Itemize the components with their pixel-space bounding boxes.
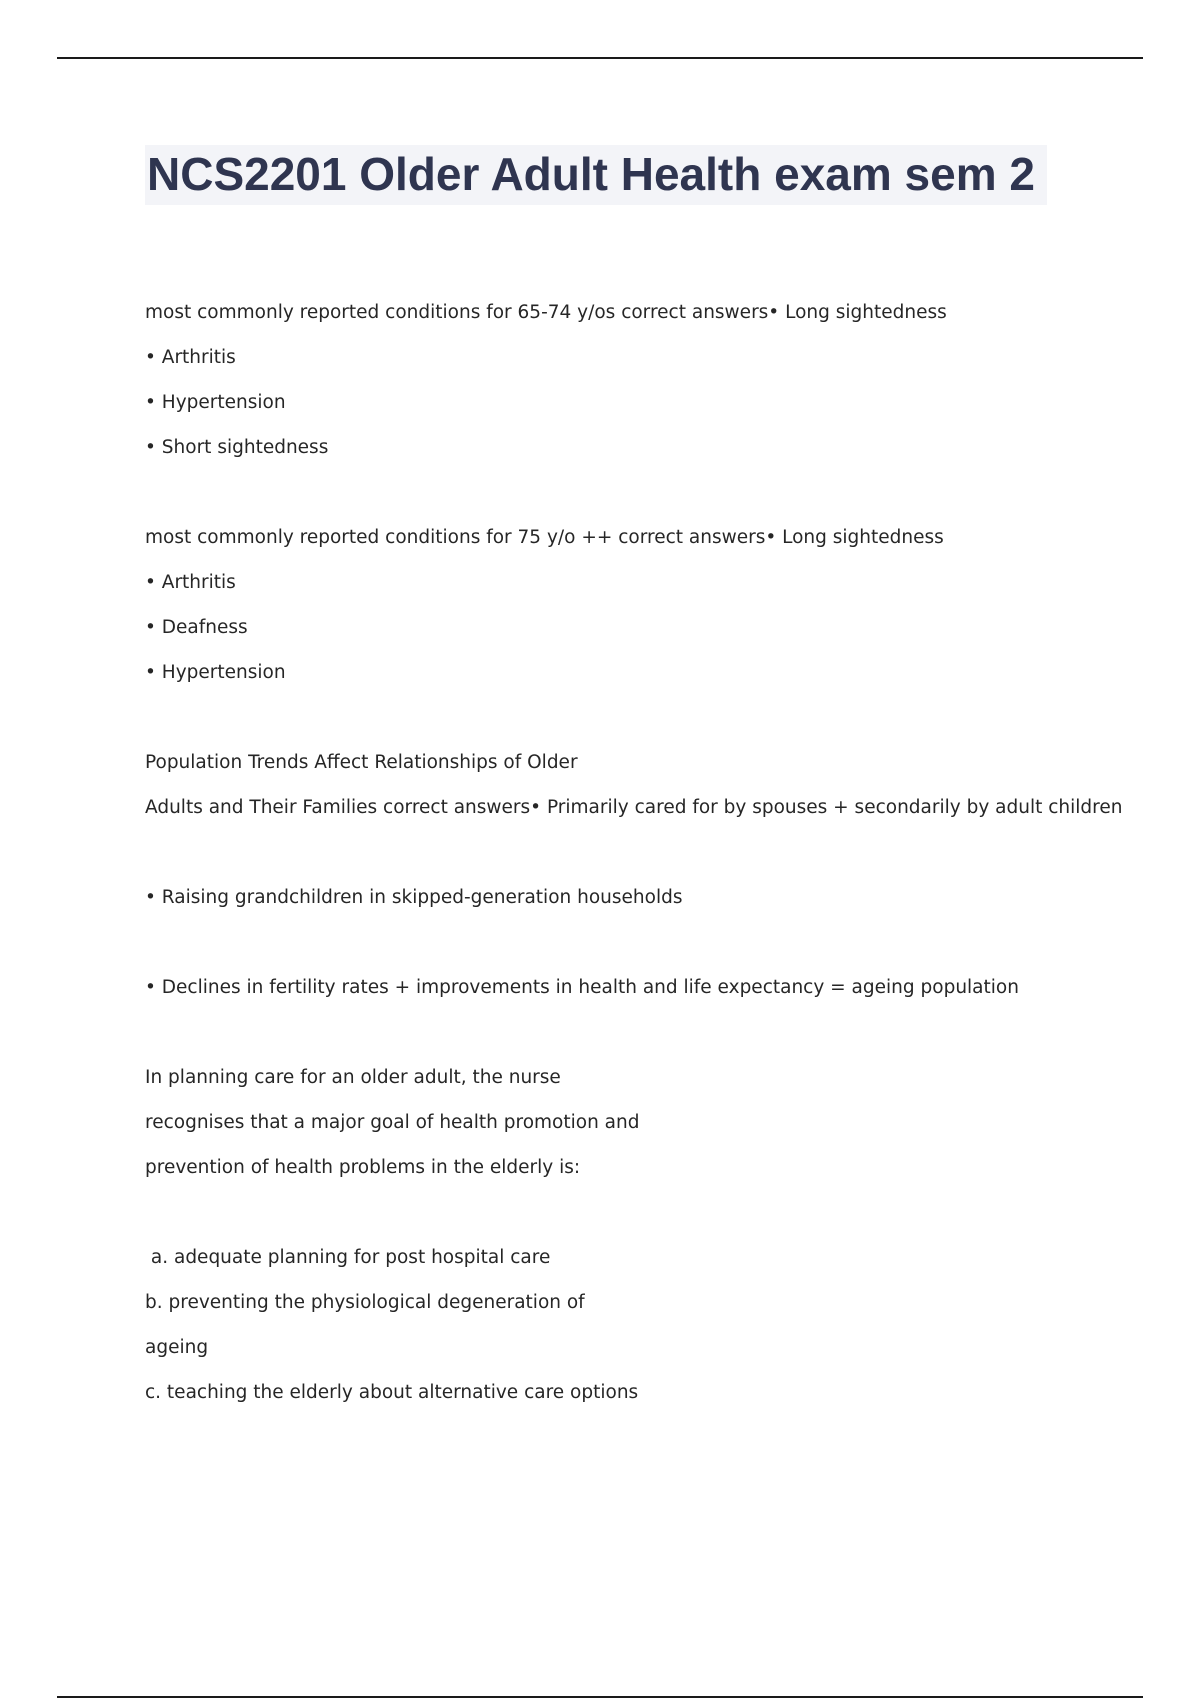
question-line: prevention of health problems in the elderly is: [145,1157,581,1178]
question-line: Population Trends Affect Relationships of Older [145,752,578,773]
qa-block [145,1055,1155,1190]
block-spacer [145,1190,1155,1235]
option-b-continued: ageing [145,1337,209,1358]
question-line: recognises that a major goal of health promotion and [145,1112,640,1133]
block-spacer [145,920,1155,965]
question-line: In planning care for an older adult, the nurse [145,1067,561,1088]
answer-line: • Deafness [145,617,248,638]
document-body [145,290,1155,1415]
answer-line: • Arthritis [145,347,236,368]
question-line: most commonly reported conditions for 75 y/o ++ correct answers• Long sightedness [145,527,944,548]
block-spacer [145,470,1155,515]
top-rule [57,57,1143,59]
answer-line: • Raising grandchildren in skipped-generation households [145,887,683,908]
answer-line: • Hypertension [145,662,286,683]
option-c: c. teaching the elderly about alternative care options [145,1382,639,1403]
block-spacer [145,830,1155,875]
qa-block [145,875,1155,920]
question-line: most commonly reported conditions for 65-74 y/os correct answers• Long sightedness [145,302,947,323]
answer-line: • Hypertension [145,392,286,413]
qa-block [145,965,1155,1010]
answer-line: • Declines in fertility rates + improvements in health and life expectancy = ageing population [145,977,1019,998]
option-b: b. preventing the physiological degeneration of [145,1292,585,1313]
option-a: a. adequate planning for post hospital care [145,1247,551,1268]
document-title: NCS2201 Older Adult Health exam sem 2 [147,148,1035,200]
answer-line: • Arthritis [145,572,236,593]
qa-block [145,740,1155,830]
answer-line: • Short sightedness [145,437,329,458]
title-highlight [145,145,1047,205]
qa-block [145,290,1155,470]
bottom-rule [57,1696,1143,1698]
block-spacer [145,695,1155,740]
question-answer-line: Adults and Their Families correct answers• Primarily cared for by spouses + secondarily by adult children [145,797,1123,818]
options-block [145,1235,1155,1415]
block-spacer [145,1010,1155,1055]
qa-block [145,515,1155,695]
